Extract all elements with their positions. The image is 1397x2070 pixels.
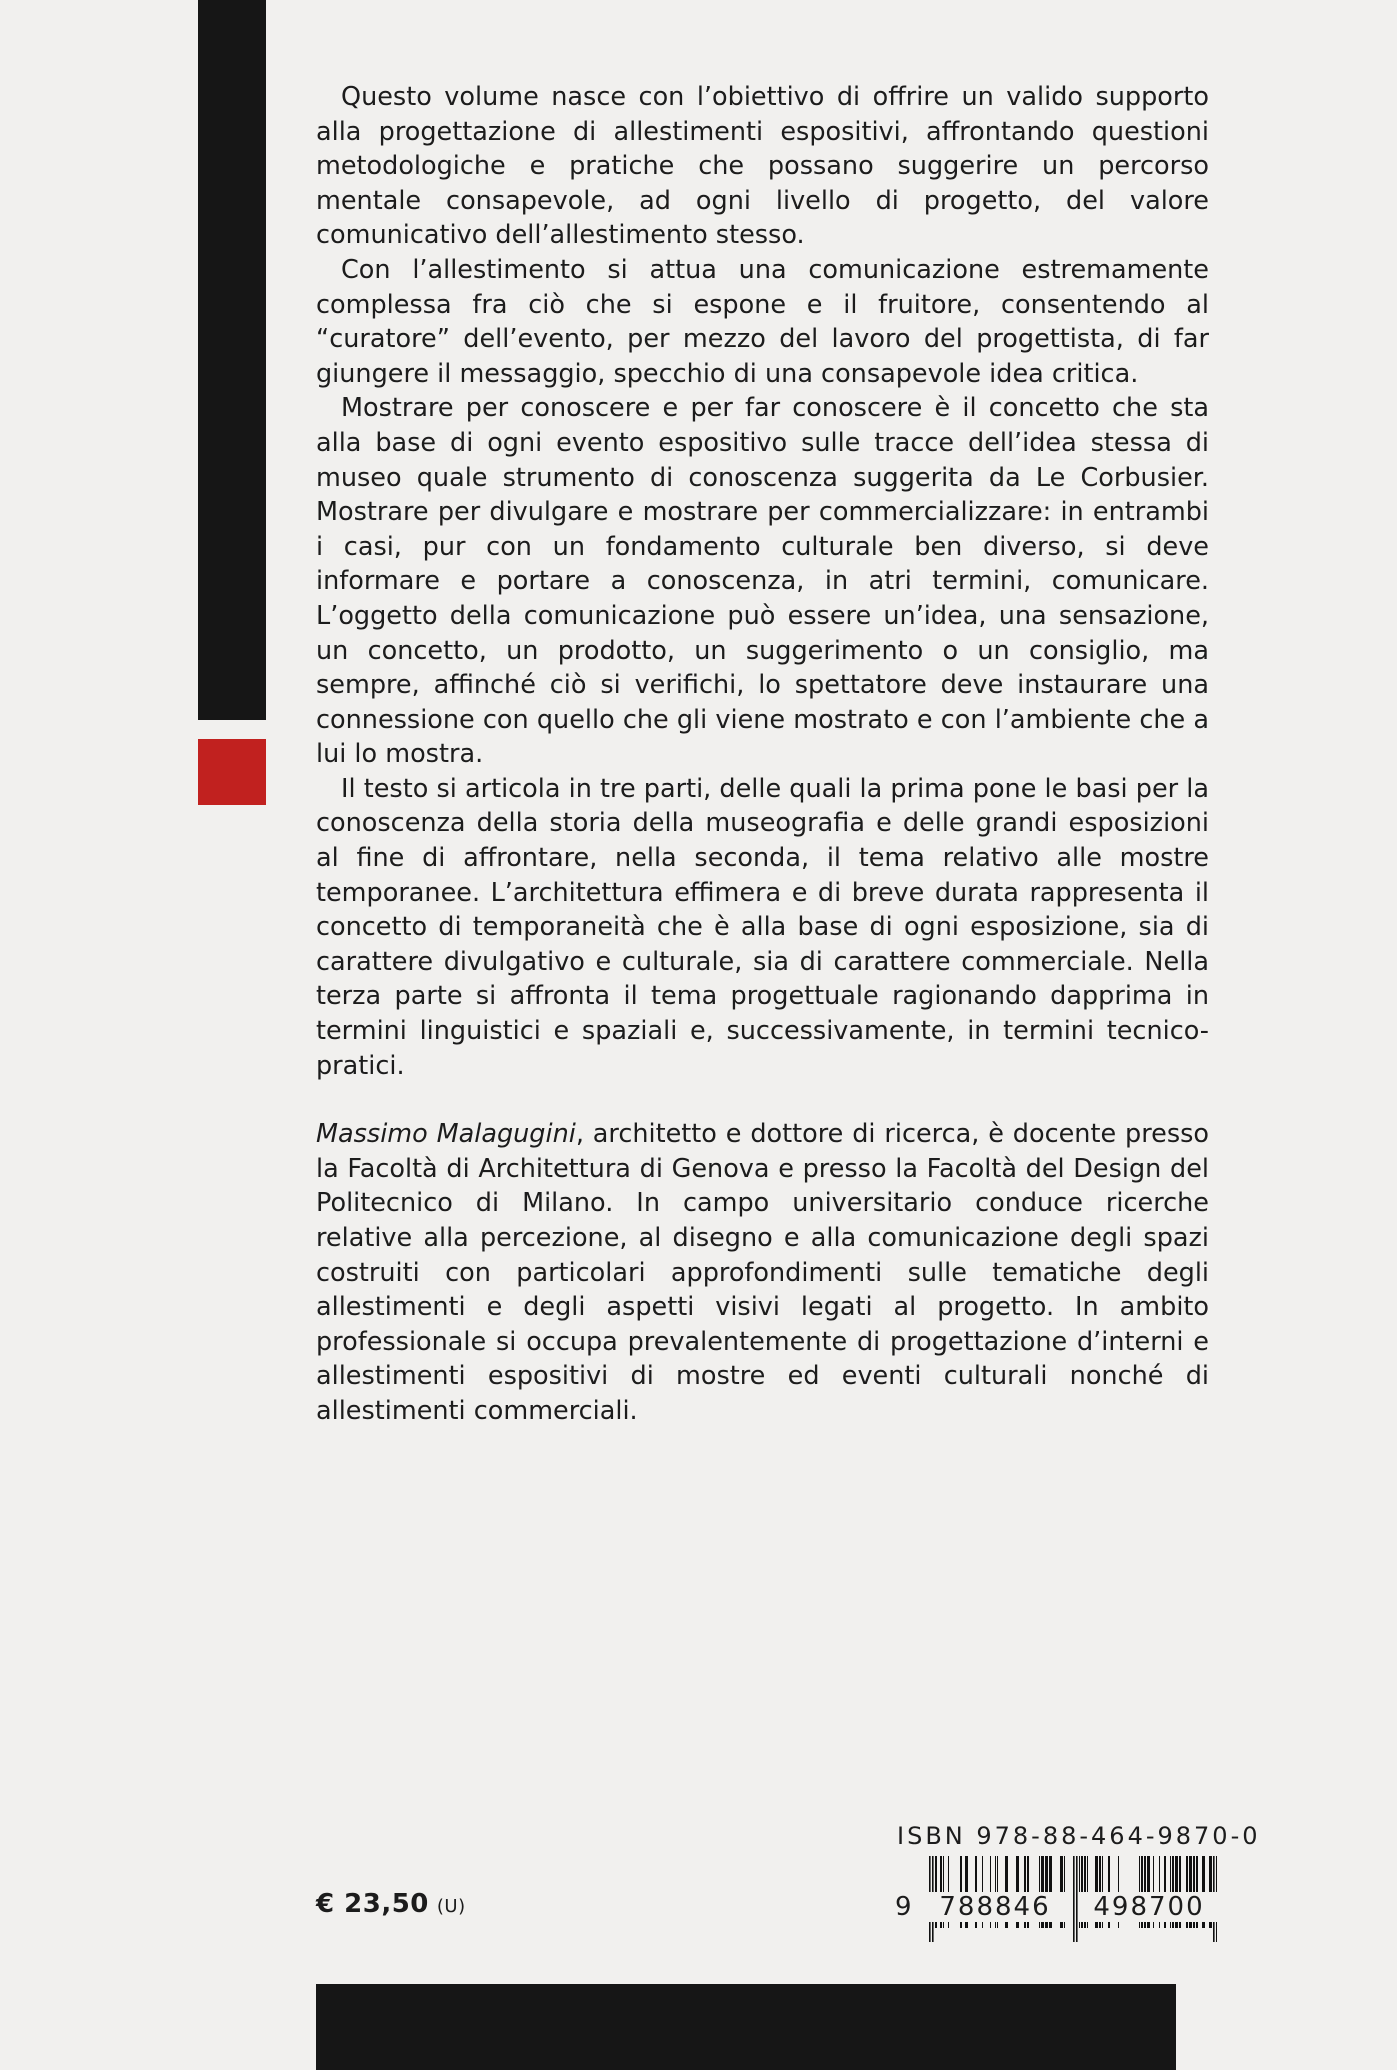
intro-paragraph-4: Il testo si articola in tre parti, delle quali la prima pone le basi per la conoscenza della storia della museografia e delle grandi esposizioni al fine di affrontare, nella seconda, il tema relativo alle mostre temporanee. L’architettura effimera e di breve durata rappresenta il concetto di temporaneità che è alla base di ogni esposizione, sia di carattere divulgativo e culturale, sia di carattere commerciale. Nella terza parte si affronta il tema progettuale ragionando dapprima in termini linguistici e spaziali e, successivamente, in termini tecnico-pratici. — [316, 773, 1209, 1081]
barcode-digits-right: 498700 — [1079, 1892, 1219, 1922]
back-cover-text — [316, 80, 1209, 1429]
red-square-accent — [198, 739, 266, 805]
intro-paragraph-1: Questo volume nasce con l’obiettivo di offrire un valido supporto alla progettazione di allestimenti espositivi, affrontando questioni metodologiche e pratiche che possano suggerire un percorso mentale consapevole, ad ogni livello di progetto, del valore comunicativo dell’allestimento stesso. — [316, 82, 1209, 251]
isbn-label: ISBN 978-88-464-9870-0 — [897, 1822, 1261, 1850]
barcode-digits-left: 788846 — [925, 1892, 1065, 1922]
intro-paragraph-3: Mostrare per conoscere e per far conoscere è il concetto che sta alla base di ogni evento espositivo sulle tracce dell’idea stessa di museo quale strumento di conoscenza suggerita da Le Corbusier. Mostrare per divulgare e mostrare per commercializzare: in entrambi i casi, pur con un fondamento culturale ben diverso, si deve informare e portare a conoscenza, in atri termini, comunicare. L’oggetto della comunicazione può essere un’idea, una sensazione, un concetto, un prodotto, un suggerimento o un consiglio, ma sempre, affinché ciò si verifichi, lo spettatore deve instaurare una connessione con quello che gli viene mostrato e con l’ambiente che a lui lo mostra. — [316, 393, 1209, 770]
author-bio-text: , architetto e dottore di ricerca, è docente presso la Facoltà di Architettura di Genova e presso la Facoltà del Design del Politecnico di Milano. In campo universitario conduce ricerche relative alla percezione, al disegno e alla comunicazione degli spazi costruiti con particolari approfondimenti sulle tematiche degli allestimenti e degli aspetti visivi legati al progetto. In ambito professionale si occupa prevalentemente di progettazione d’interni e allestimenti espositivi di mostre ed eventi culturali nonché di allestimenti commerciali. — [316, 1119, 1209, 1426]
author-bio — [316, 1117, 1209, 1428]
price-code: (U) — [436, 1896, 466, 1917]
price-label — [316, 1889, 466, 1919]
black-bottom-bar — [316, 1984, 1176, 2070]
price-value: € 23,50 — [316, 1889, 429, 1919]
black-vertical-bar — [198, 0, 266, 720]
intro-paragraph-2: Con l’allestimento si attua una comunicazione estremamente complessa fra ciò che si espone e il fruitore, consentendo al “curatore” dell’evento, per mezzo del lavoro del progettista, di far giungere il messaggio, specchio di una consapevole idea critica. — [316, 254, 1209, 389]
author-name: Massimo Malagugini — [316, 1119, 576, 1150]
barcode-digit-first: 9 — [895, 1892, 912, 1922]
barcode-digits — [895, 1892, 1219, 1922]
